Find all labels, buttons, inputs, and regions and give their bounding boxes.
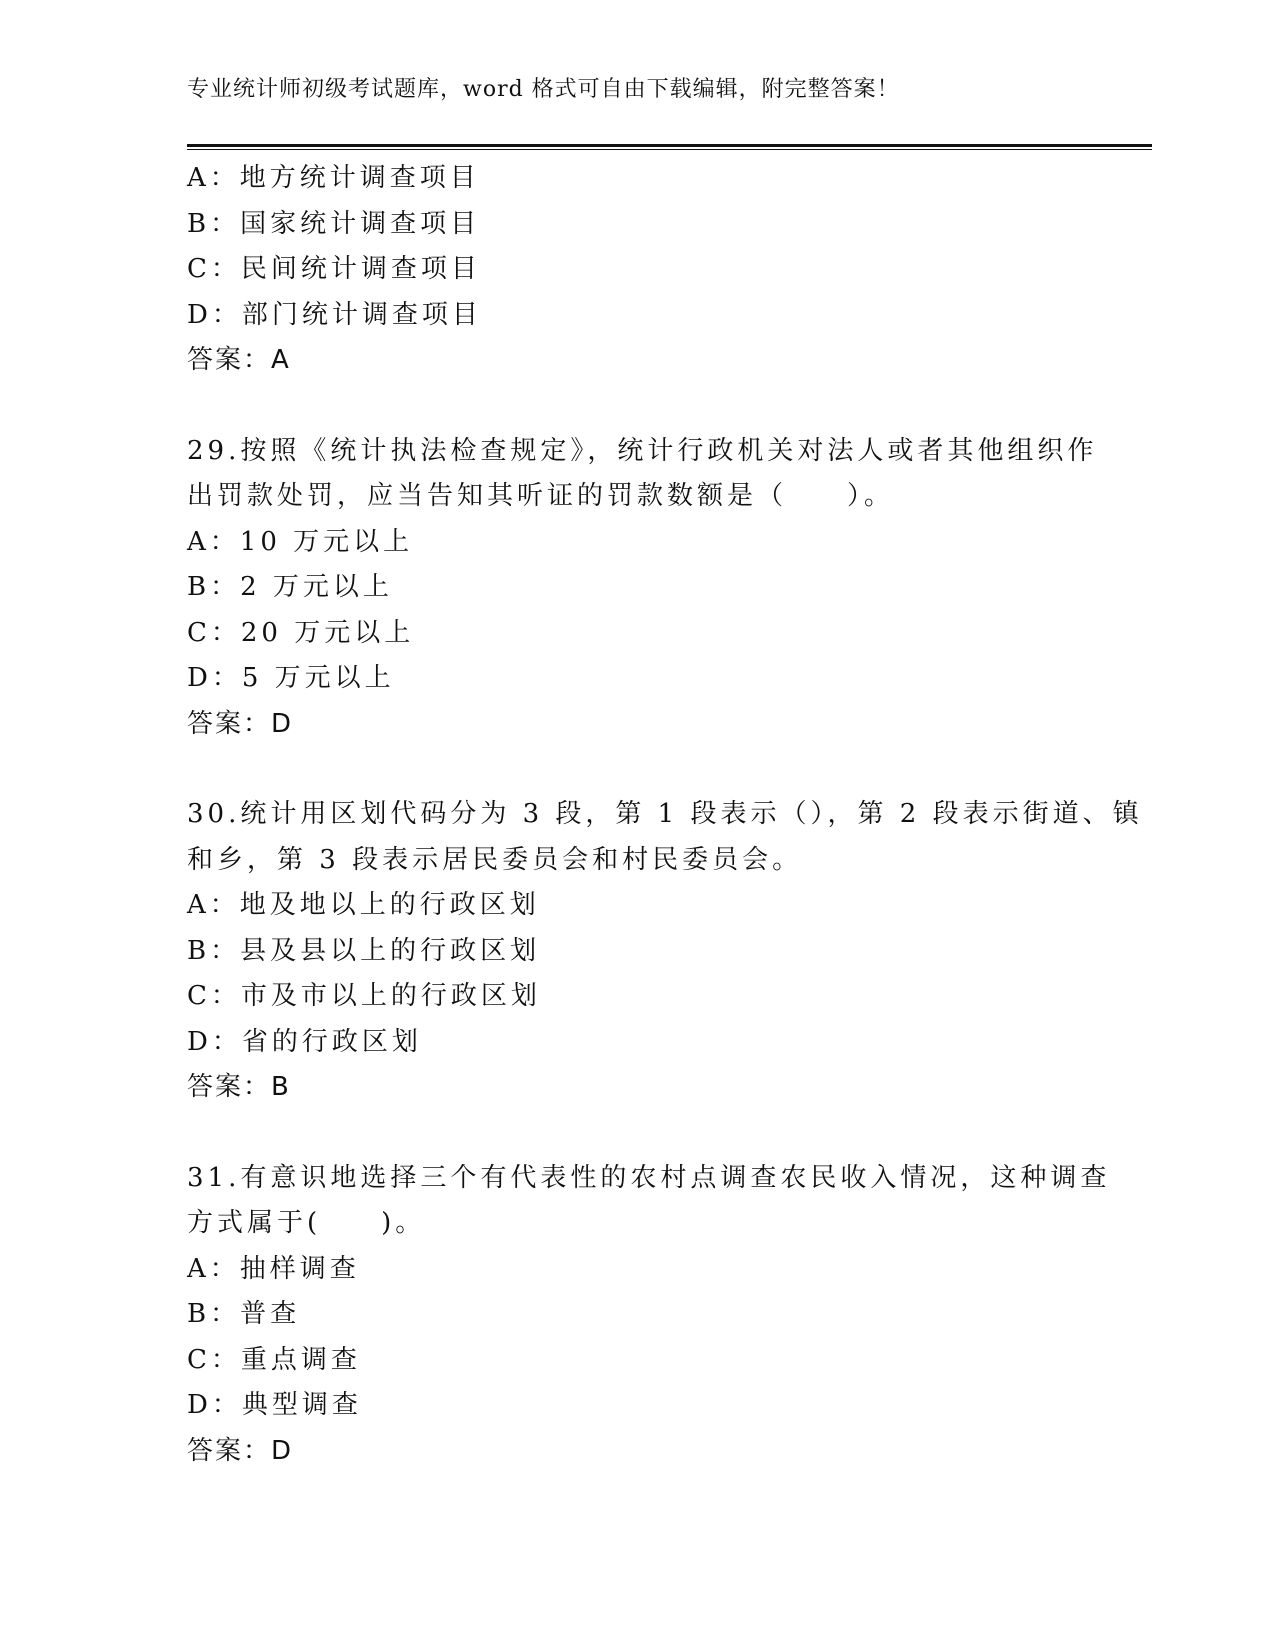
option-b: B：县及县以上的行政区划 <box>187 935 541 966</box>
question-text-line-1: 30.统计用区划代码分为 3 段，第 1 段表示（），第 2 段表示街道、镇 <box>187 799 1143 829</box>
answer-line: 答案：B <box>187 1072 291 1102</box>
option-b: B：普查 <box>187 1299 301 1329</box>
option-a: A：10 万元以上 <box>187 526 414 557</box>
question-text-line-2: 出罚款处罚，应当告知其听证的罚款数额是（ ）。 <box>187 481 895 511</box>
question-text-line-2: 和乡，第 3 段表示居民委员会和村民委员会。 <box>187 844 803 875</box>
option-b: B：国家统计调查项目 <box>187 208 481 239</box>
spacer <box>187 747 1067 792</box>
spacer <box>187 1111 1067 1156</box>
page-header: 专业统计师初级考试题库，word 格式可自由下载编辑，附完整答案！ <box>187 77 900 102</box>
answer-line: 答案：D <box>187 708 294 739</box>
option-d: D：省的行政区划 <box>187 1026 422 1057</box>
option-c: C：重点调查 <box>187 1344 361 1375</box>
option-c: C：民间统计调查项目 <box>187 254 481 284</box>
question-block <box>187 792 1143 1111</box>
option-b: B：2 万元以上 <box>187 572 393 602</box>
option-a: A：地方统计调查项目 <box>187 163 480 193</box>
question-text-line-1: 31.有意识地选择三个有代表性的农村点调查农民收入情况，这种调查 <box>187 1162 1111 1193</box>
option-d: D：部门统计调查项目 <box>187 299 482 330</box>
question-block <box>187 1156 1111 1475</box>
option-a: A：地及地以上的行政区划 <box>187 890 540 920</box>
option-d: D：典型调查 <box>187 1390 362 1420</box>
answer-line: 答案：A <box>187 345 291 375</box>
option-c: C：市及市以上的行政区划 <box>187 981 541 1011</box>
question-list <box>187 156 1143 1474</box>
question-block <box>187 429 1098 748</box>
question-text-line-2: 方式属于( )。 <box>187 1208 426 1238</box>
option-a: A：抽样调查 <box>187 1253 360 1284</box>
header-divider <box>187 144 1152 150</box>
question-text-line-1: 29.按照《统计执法检查规定》，统计行政机关对法人或者其他组织作 <box>187 435 1098 466</box>
option-d: D：5 万元以上 <box>187 663 395 693</box>
option-c: C：20 万元以上 <box>187 617 415 648</box>
spacer <box>187 384 1067 429</box>
answer-line: 答案：D <box>187 1435 294 1466</box>
question-block <box>187 156 1067 384</box>
